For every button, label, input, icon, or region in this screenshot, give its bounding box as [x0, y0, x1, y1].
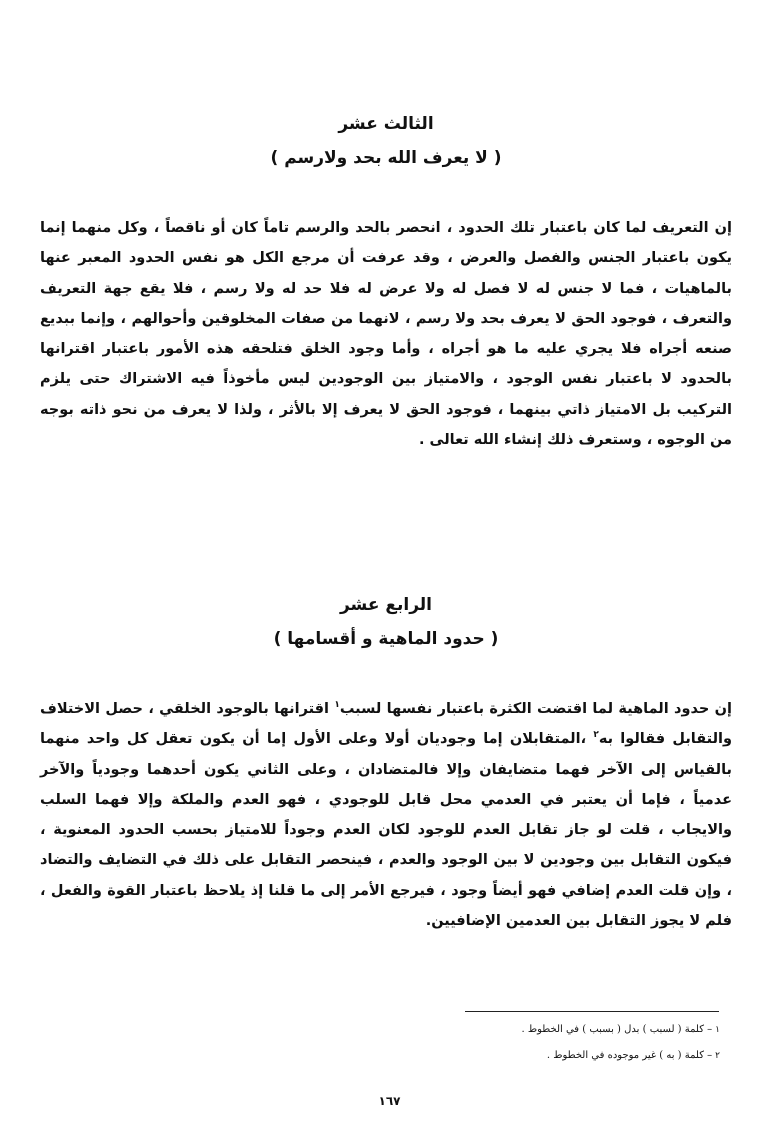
footnote-text: – كلمة ( لسبب ) بدل ( بسبب ) في الخطوط . — [521, 1024, 713, 1035]
page-number: ١٦٧ — [378, 1094, 401, 1108]
footnote — [380, 1043, 720, 1069]
paragraph-text: ،المتقابلان إما وجوديان أولا وعلى الأول إما أن يكون تعقل كل واحد منهما بالقياس إلى الآخر فهما متضايفان وإلا فالمتضادان ، وعلى الثاني يكون أحدهما وجودياً والآخر عدمياً ، فإما أن يعتبر في العدمي محل قابل للوجودي ، فهو العدم والملكة وإلا فهما السلب والايجاب ، قلت لو جاز تقابل العدم للوجود لكان العدم وجوداً للامتياز بحسب الحدود المعنوية ، فيكون التقابل بين وجودين لا بين الوجود والعدم ، فينحصر التقابل على ذلك في التضايف والتضاد ، وإن قلت العدم إضافي فهو أيضاً وجود ، فيرجع الأمر إلى ما قلنا إذ يلاحظ باعتبار القوة والفعل ، فلم لا يجوز التقابل بين العدمين الإضافيين. — [40, 731, 732, 930]
footnote-mark: ١ — [715, 1025, 720, 1035]
paragraph-text: إن حدود الماهية لما اقتضت الكثرة باعتبار نفسها لسبب — [339, 701, 732, 717]
footnote-reference[interactable]: ٢ — [593, 730, 599, 741]
footnote — [380, 1017, 720, 1043]
paragraph-text: اقترانها بالوجود الخلقي ، حصل الاختلاف والتقابل فقالوا به — [40, 701, 732, 748]
section-subtitle: ( لا يعرف الله بحد ولارسم ) — [270, 148, 502, 168]
footnote-divider — [465, 1011, 719, 1012]
footnote-text: – كلمة ( به ) غير موجوده في الخطوط . — [546, 1050, 713, 1061]
section-paragraph — [40, 694, 732, 936]
section-subtitle: ( حدود الماهية و أقسامها ) — [273, 629, 499, 649]
footnote-reference[interactable]: ١ — [334, 700, 340, 711]
footnote-mark: ٢ — [715, 1051, 720, 1061]
footnotes — [380, 1017, 720, 1069]
section-title: الرابع عشر — [339, 595, 432, 615]
section-paragraph: إن التعريف لما كان باعتبار تلك الحدود ، انحصر بالحد والرسم تاماً كان أو ناقصاً ، وكل منهما إنما يكون باعتبار الجنس والفصل والعرض ، وقد عرفت أن مرجع الكل هو نفس الحدود المعبر عنها بالماهيات ، فما لا جنس له لا فصل له ولا عرض له فلا حد له ولا رسم ، فلا يقع جهة التعريف والتعرف ، فوجود الحق لا يعرف بحد ولا رسم ، لانهما من صفات المخلوقين وأحوالهم ، وإنما ببديع صنعه أجراه فلا يجري عليه ما هو أجراه ، وأما وجود الخلق فتلحقه هذه الأمور باعتبار اقترانها بالحدود لا باعتبار نفس الوجود ، والامتياز بين الوجودين ليس مأخوذاً فيه الاشتراك حتى يلزم التركيب بل الامتياز ذاتي بينهما ، فوجود الحق لا يعرف إلا بالأثر ، ولذا لا يعرف من نحو ذاته بوجه من الوجوه ، وستعرف ذلك إنشاء الله تعالى . — [40, 220, 732, 449]
section-fourteen — [40, 592, 732, 936]
section-title: الثالث عشر — [338, 114, 434, 134]
section-thirteen — [40, 111, 732, 455]
